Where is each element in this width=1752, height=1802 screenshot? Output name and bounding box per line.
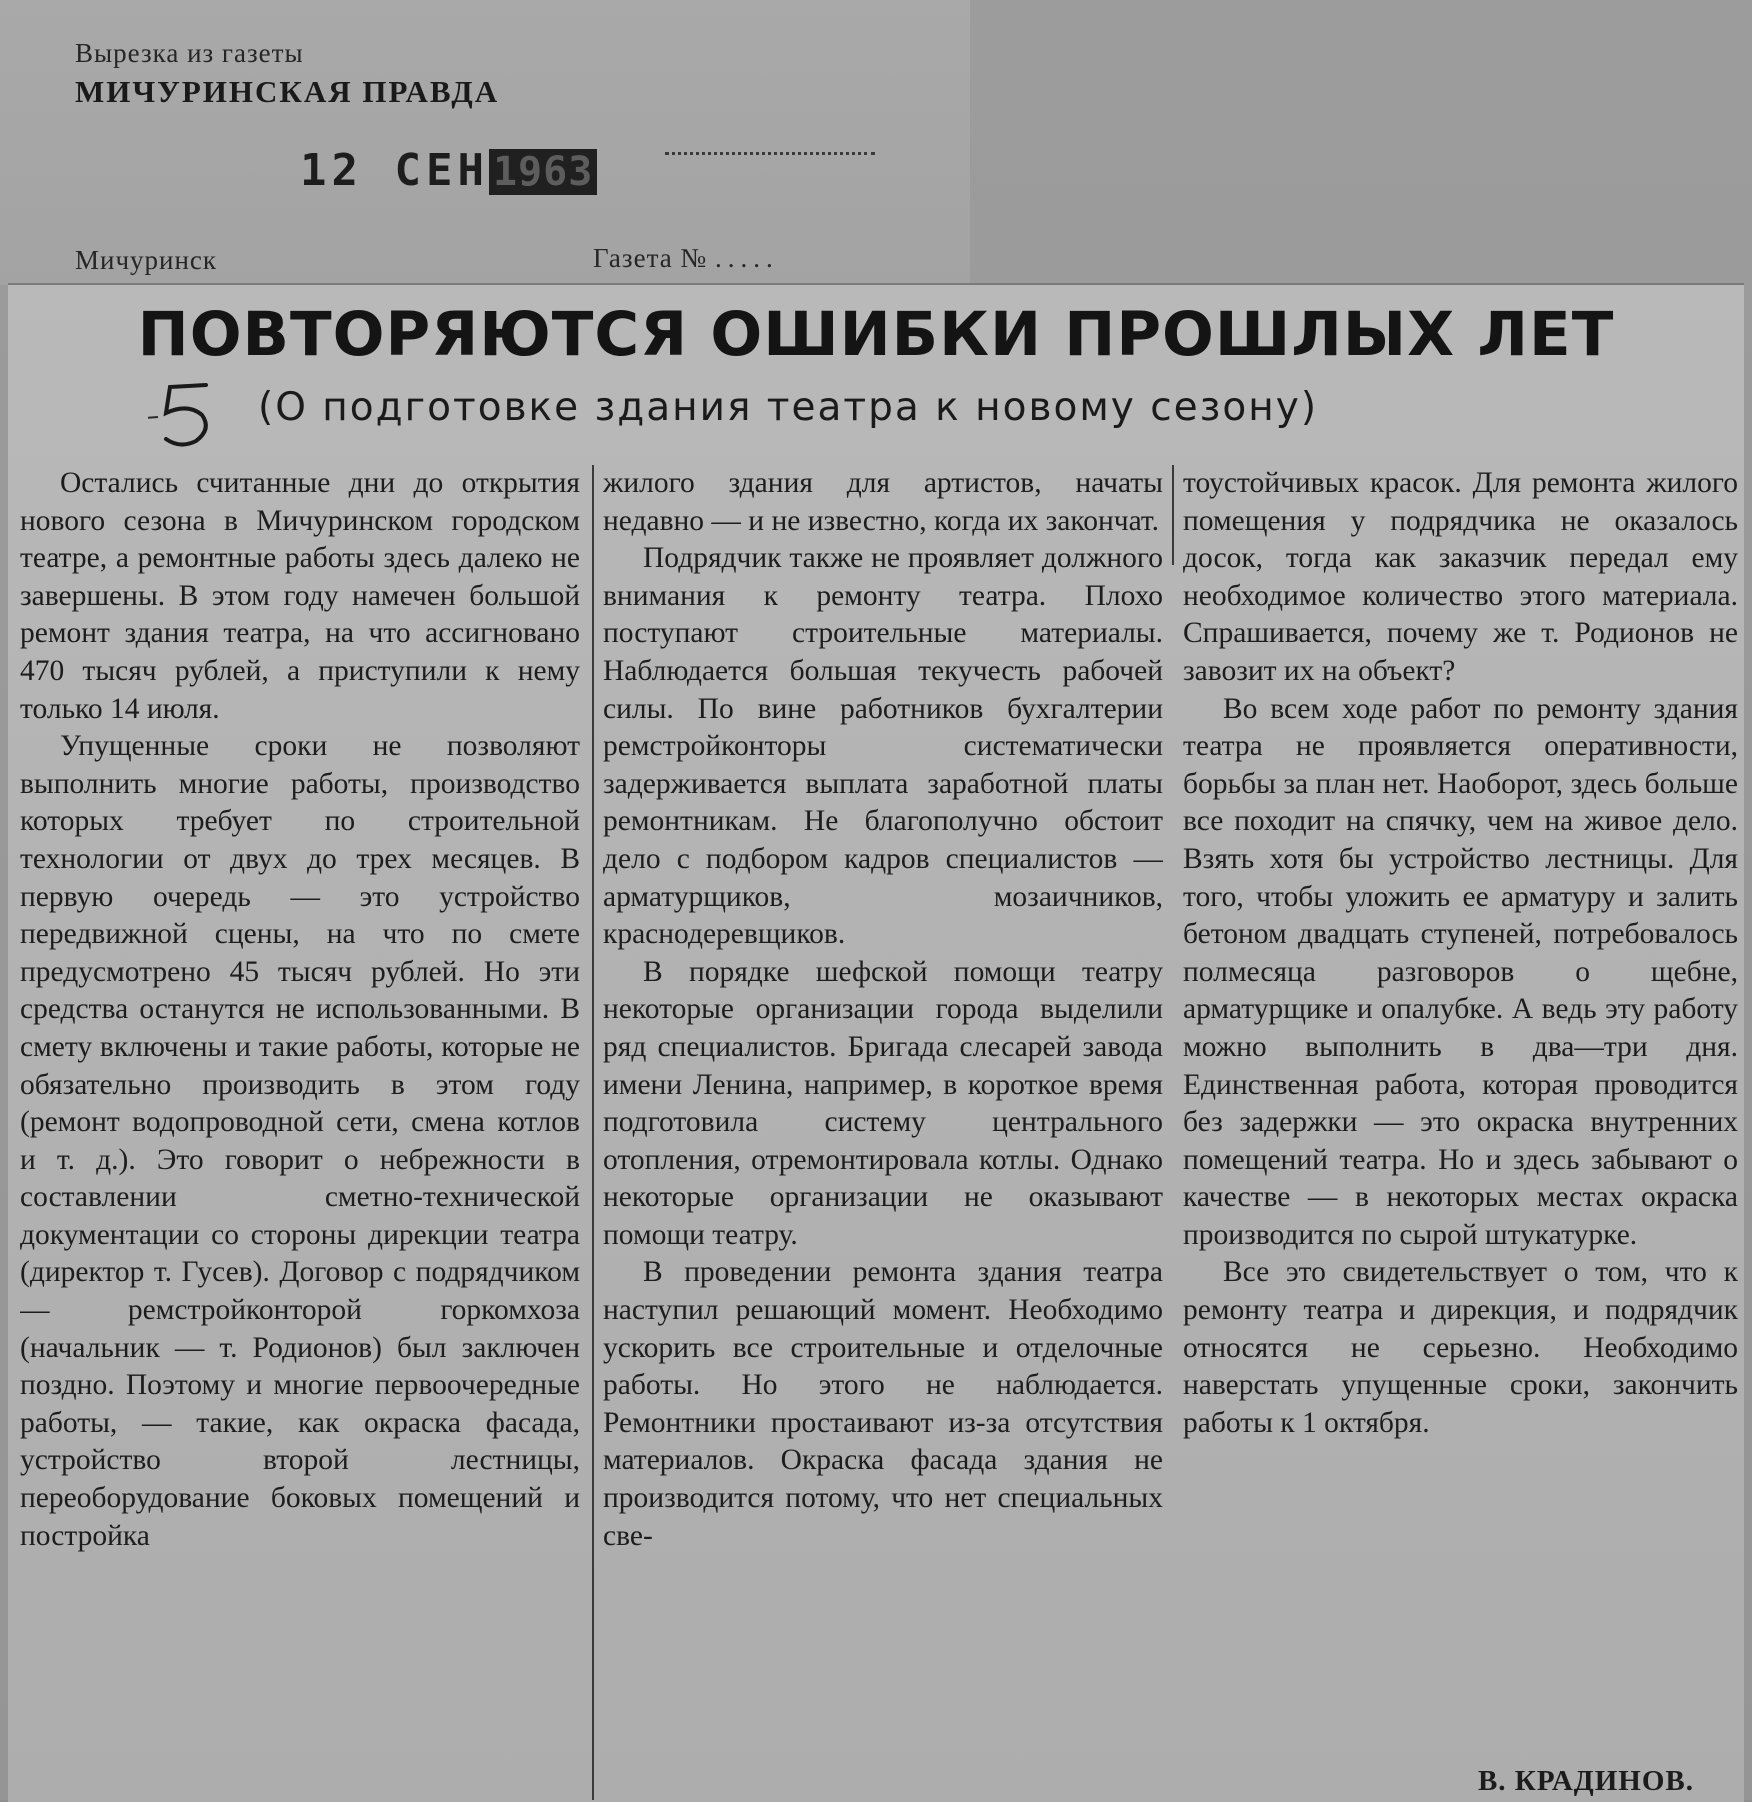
city-label: Мичуринск: [75, 245, 218, 275]
paragraph: Упущенные сроки не позволяют выполнить многие работы, производство которых требует по строительной технологии от двух до трех месяцев. В первую очередь — это устройство передвижной сцены, на что по смете предусмотрено 45 тысяч рублей. Но эти средства останутся не использованными. В смету включены и такие работы, которые не обязательно производить в этом году (ремонт водопроводной сети, смена котлов и т. д.). Это говорит о небрежности в составлении сметно-технической документации со стороны дирекции театра (директор т. Гусев). Договор с подрядчиком — ремстройконторой горкомхоза (начальник — т. Родионов) был заключен поздно. Поэтому и многие первоочередные работы, — такие, как окраска фасада, устройство второй лестницы, переоборудование боковых помещений и постройка: [20, 730, 580, 1552]
gazeta-number: .....: [714, 243, 779, 273]
article-author: В. КРАДИНОВ.: [1477, 1765, 1694, 1797]
article-subheadline: (О подготовке здания театра к новому сезону): [258, 385, 1319, 430]
date-stamp: [300, 145, 597, 196]
gazeta-label: Газета №: [593, 243, 708, 273]
article-column-1: [20, 465, 580, 1800]
clipping-slip: [0, 0, 970, 285]
newspaper-name: МИЧУРИНСКАЯ ПРАВДА: [75, 74, 500, 109]
paragraph: В порядке шефской помощи театру некоторые организации города выделили ряд специалистов. Бригада слесарей завода имени Ленина, например, в короткое время подготовила систему центрального отопления, отремонтировала котлы. Однако некоторые организации не оказывают помощи театру.: [603, 955, 1163, 1251]
column-divider: [1172, 465, 1174, 565]
gazeta-number-field: [593, 243, 779, 274]
stamp-dotted-line: [665, 152, 875, 155]
stamp-date: 12 СЕН: [300, 145, 489, 196]
paragraph: тоустойчивых красок. Для ремонта жилого помещения у подрядчика не оказалось досок, тогда как заказчик передал ему необходимое количество этого материала. Спрашивается, почему же т. Родионов не завозит их на объект?: [1183, 467, 1738, 687]
handwritten-number-mark: [148, 373, 228, 453]
article-column-2: [603, 465, 1163, 1800]
paragraph: жилого здания для артистов, начаты недавно — и не известно, когда их закончат.: [603, 467, 1163, 537]
stamp-year: 1963: [489, 149, 597, 195]
article-headline: ПОВТОРЯЮТСЯ ОШИБКИ ПРОШЛЫХ ЛЕТ: [137, 299, 1615, 370]
paragraph: Все это свидетельствует о том, что к ремонту театра и дирекция, и подрядчик относятся не серьезно. Необходимо наверстать упущенные сроки, закончить работы к 1 октября.: [1183, 1256, 1738, 1439]
article-body: [20, 465, 1738, 1800]
article-column-3: [1183, 465, 1738, 1800]
clipping-label: Вырезка из газеты: [75, 38, 304, 68]
newspaper-article: [8, 283, 1744, 1802]
paragraph: В проведении ремонта здания театра наступил решающий момент. Необходимо ускорить все строительные и отделочные работы. Но этого не наблюдается. Ремонтники простаивают из-за отсутствия материалов. Окраска фасада здания не производится потому, что нет специальных све-: [603, 1256, 1163, 1552]
column-divider: [592, 465, 594, 1800]
paragraph: Во всем ходе работ по ремонту здания театра не проявляется оперативности, борьбы за план нет. Наоборот, здесь больше все походит на спячку, чем на живое дело. Взять хотя бы устройство лестницы. Для того, чтобы уложить ее арматуру и залить бетоном двадцать ступеней, потребовалось полмесяца разговоров о щебне, арматурщике и опалубке. А ведь эту работу можно выполнить в два—три дня. Единственная работа, которая проводится без задержки — это окраска внутренних помещений театра. Но и здесь забывают о качестве — в некоторых местах окраска производится по сырой штукатурке.: [1183, 692, 1738, 1251]
paragraph: Подрядчик также не проявляет должного внимания к ремонту театра. Плохо поступают строительные материалы. Наблюдается большая текучесть рабочей силы. По вине работников бухгалтерии ремстройконторы систематически задерживается выплата заработной платы ремонтникам. Не благополучно обстоит дело с подбором кадров специалистов — арматурщиков, мозаичников, краснодеревщиков.: [603, 542, 1163, 951]
paragraph: Остались считанные дни до открытия нового сезона в Мичуринском городском театре, а ремонтные работы здесь далеко не завершены. В этом году намечен большой ремонт здания театра, на что ассигновано 470 тысяч рублей, а приступили к нему только 14 июля.: [20, 467, 580, 725]
